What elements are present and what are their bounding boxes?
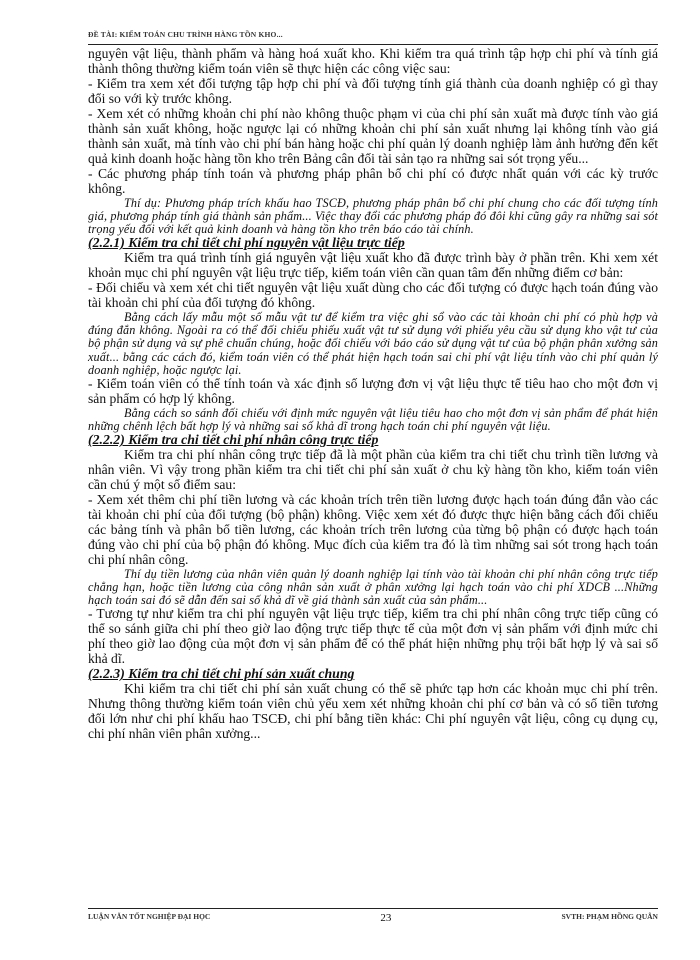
body-paragraph: nguyên vật liệu, thành phẩm và hàng hoá xuất kho. Khi kiểm tra quá trình tập hợp chi phí và tính giá thành thông thường kiểm toán viên sẽ thực hiện các công việc sau: <box>88 46 658 76</box>
bullet-paragraph: - Các phương pháp tính toán và phương pháp phân bổ chi phí có được nhất quán với các kỳ trước không. <box>88 165 658 196</box>
footer-thesis-label: LUẬN VĂN TỐT NGHIỆP ĐẠI HỌC <box>88 912 211 921</box>
bullet-paragraph: - Đối chiếu và xem xét chi tiết nguyên vật liệu xuất dùng cho các đối tượng có được hạch toán đúng vào tài khoản chi phí của đối tượng đó không. <box>88 280 658 310</box>
body-paragraph: Kiểm tra chi phí nhân công trực tiếp đã là một phần của kiểm tra chi tiết chu trình tiền lương và nhân viên. Vì vậy trong phần kiểm tra chi tiết chi phí sản xuất ở chu kỳ hàng tồn kho, kiểm toán viên cần chú ý một số điểm sau: <box>88 447 658 493</box>
example-paragraph: Thí dụ: Phương pháp trích khấu hao TSCĐ, phương pháp phân bổ chi phí chung cho các đối tượng tính giá, phương pháp tính giá thành sản phẩm... Việc thay đổi các phương pháp đó đôi khi cũng gây ra những sai sót trọng yếu đối với kết quả kinh doanh và hàng tồn kho trên báo cáo tài chính. <box>88 195 658 236</box>
body-paragraph: Khi kiểm tra chi tiết chi phí sản xuất chung có thể sẽ phức tạp hơn các khoản mục chi phí trên. Nhưng thông thường kiểm toán viên chủ yếu xem xét những khoản chi phí cơ bản và có số tiền tương đối lớn như chi phí khấu hao TSCĐ, chi phí bằng tiền khác: Chi phí nguyên vật liệu, công cụ dụng cụ, chi phí nhân viên phân xưởng... <box>88 681 658 742</box>
example-paragraph: Thí dụ tiền lương của nhân viên quản lý doanh nghiệp lại tính vào tài khoản chi phí nhân công trực tiếp chẳng hạn, hoặc tiền lương của công nhân sản xuất ở phân xưởng lại hạch toán vào chi phí XDCB ...Những hạch toán sai đó sẽ dẫn đến sai số khả dĩ về giá thành sản xuất của sản phẩm... <box>88 566 658 608</box>
bullet-paragraph: - Xem xét thêm chi phí tiền lương và các khoản trích trên tiền lương được hạch toán đúng đắn vào các tài khoản chi phí của đối tượng (bộ phận) không. Việc xem xét đó được thực hiện bằng cách đối chiếu các bảng tính và phân bổ tiền lương, các khoản trích trên lương của từng bộ phận có được hạch toán đúng vào chi phí của bộ phận đó không. Mục đích của kiểm tra đó là tìm những sai sót trong hạch toán chi phí nhân công. <box>88 492 658 567</box>
page-footer <box>88 908 658 924</box>
section-heading-2-2-2: (2.2.2) Kiểm tra chi tiết chi phí nhân công trực tiếp <box>88 432 379 448</box>
section-heading-2-2-3: (2.2.3) Kiểm tra chi tiết chi phí sản xuất chung <box>88 666 355 682</box>
footer-rule <box>88 908 658 909</box>
example-paragraph: Bằng cách so sánh đối chiếu với định mức nguyên vật liệu tiêu hao cho một đơn vị sản phẩm để phát hiện những chênh lệch bất hợp lý và những sai số khả dĩ trong hạch toán chi phí nguyên vật liệu. <box>88 405 658 434</box>
running-header: ĐỀ TÀI: KIỂM TOÁN CHU TRÌNH HÀNG TỒN KHO... <box>88 30 283 39</box>
bullet-paragraph: - Kiểm tra xem xét đối tượng tập hợp chi phí và đối tượng tính giá thành của doanh nghiệp có gì thay đổi so với kỳ trước không. <box>88 75 658 106</box>
section-heading-2-2-1: (2.2.1) Kiểm tra chi tiết chi phí nguyên vật liệu trực tiếp <box>88 235 405 251</box>
body-paragraph: Kiểm tra quá trình tính giá nguyên vật liệu xuất kho đã được trình bày ở phần trên. Khi xem xét khoản mục chi phí nguyên vật liệu trực tiếp, kiểm toán viên cần quan tâm đến những điểm cơ bản: <box>88 250 658 281</box>
bullet-paragraph: - Tương tự như kiểm tra chi phí nguyên vật liệu trực tiếp, kiểm tra chi phí nhân công trực tiếp cũng có thể so sánh giữa chi phí theo giờ lao động trực tiếp thực tế của một đơn vị sản phẩm với định mức chi phí theo giờ lao động của một đơn vị sản phẩm để có thể phát hiện những phụ trội bất hợp lý và sai số khả dĩ. <box>88 606 658 667</box>
page-number: 23 <box>380 912 392 924</box>
document-body <box>88 47 658 742</box>
header-rule <box>88 44 658 45</box>
example-paragraph: Bằng cách lấy mẫu một số mẫu vật tư để kiểm tra việc ghi sổ vào các tài khoản chi phí có phù hợp và đúng đắn không. Ngoài ra có thể đối chiếu phiếu xuất vật tư sử dụng với phiếu yêu cầu sử dụng kho vật tư của bộ phận sử dụng và sự phê chuẩn chúng, hoặc đối chiếu với báo cáo sử dụng vật tư của bộ phận phân xưởng sản xuất... bằng các cách đó, kiểm toán viên có thể phát hiện hạch toán sai chi phí vật liệu tính vào chi phí quản lý doanh nghiệp, hoặc ngược lại. <box>88 309 658 377</box>
bullet-paragraph: - Xem xét có những khoản chi phí nào không thuộc phạm vi của chi phí sản xuất mà được tính vào giá thành sản xuất không, hoặc ngược lại có những khoản chi phí sản xuất nhưng lại không tính vào giá thành sản xuất, mà tính vào chi phí bán hàng hoặc chi phí quản lý doanh nghiệp làm ảnh hưởng đến kết quả kinh doanh hoặc hàng tồn kho trên Bảng cân đối tài sản tạo ra những sai sót trọng yếu... <box>88 105 658 166</box>
bullet-paragraph: - Kiểm toán viên có thể tính toán và xác định số lượng đơn vị vật liệu thực tế tiêu hao cho một đơn vị sản phẩm có hợp lý không. <box>88 375 658 406</box>
footer-row <box>88 912 658 924</box>
footer-author-label: SVTH: PHẠM HỒNG QUÂN <box>561 912 658 921</box>
document-page <box>88 30 658 930</box>
